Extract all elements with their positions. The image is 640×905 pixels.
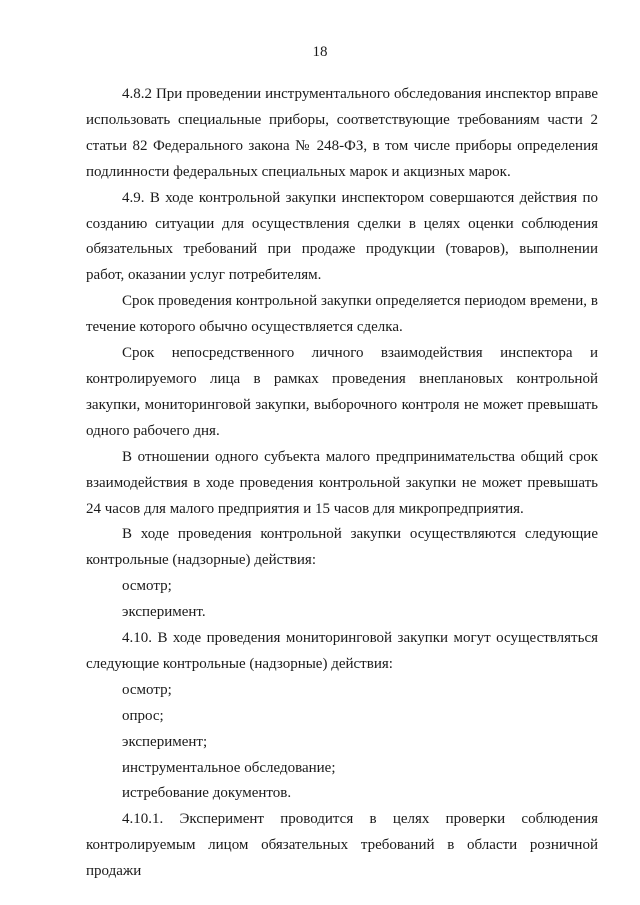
list-item-document-request: истребование документов. xyxy=(122,785,292,802)
page-number: 18 xyxy=(312,44,328,60)
list-item-experiment-2: эксперимент; xyxy=(122,733,208,750)
paragraph-4-10-1: 4.10.1. Эксперимент проводится в целях проверки соблюдения контролируемым лицом обязательных требований в области розничной продажи xyxy=(86,811,598,880)
list-item-survey: опрос; xyxy=(122,707,164,724)
list-item-instrumental-examination: инструментальное обследование; xyxy=(122,759,336,776)
paragraph-4-9: 4.9. В ходе контрольной закупки инспектором совершаются действия по созданию ситуации для осуществления сделки в целях оценки соблюдения обязательных требований при продаже продукции (товаров), выполнении работ, оказании услуг потребителям. xyxy=(86,189,598,284)
paragraph-4-10: 4.10. В ходе проведения мониторинговой закупки могут осуществляться следующие контрольные (надзорные) действия: xyxy=(86,630,598,672)
paragraph-small-business-limit: В отношении одного субъекта малого предпринимательства общий срок взаимодействия в ходе проведения контрольной закупки не может превышать 24 часов для малого предприятия и 15 часов для микропредприятия. xyxy=(86,448,598,517)
paragraph-purchase-duration: Срок проведения контрольной закупки определяется периодом времени, в течение которого обычно осуществляется сделка. xyxy=(86,293,598,336)
document-body xyxy=(86,82,598,885)
paragraph-purchase-actions-intro: В ходе проведения контрольной закупки осуществляются следующие контрольные (надзорные) действия: xyxy=(86,526,598,569)
list-item-inspection-2: осмотр; xyxy=(122,681,172,698)
paragraph-interaction-duration: Срок непосредственного личного взаимодействия инспектора и контролируемого лица в рамках проведения внеплановых контрольной закупки, мониторинговой закупки, выборочного контроля не может превышать одного рабочего дня. xyxy=(86,345,598,439)
list-item-experiment: эксперимент. xyxy=(122,604,206,621)
paragraph-4-8-2: 4.8.2 При проведении инструментального обследования инспектор вправе использовать специальные приборы, соответствующие требованиям части 2 статьи 82 Федерального закона № 248-ФЗ, в том числе приборы определения подлинности федеральных специальных марок и акцизных марок. xyxy=(86,86,598,180)
list-item-inspection: осмотр; xyxy=(122,578,172,595)
